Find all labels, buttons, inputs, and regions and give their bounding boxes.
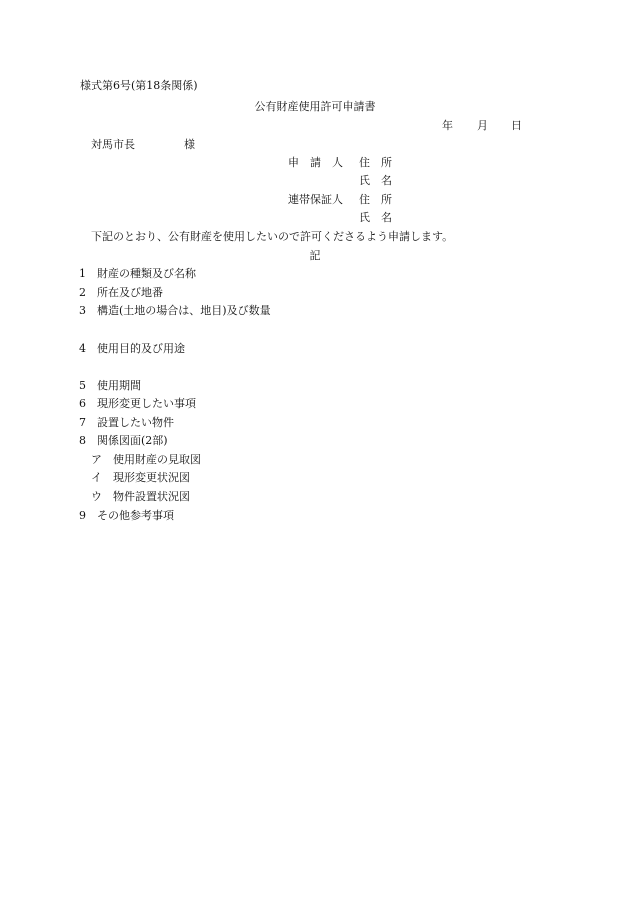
list-item: 3 構造(土地の場合は、地目)及び数量 xyxy=(79,304,271,317)
guarantor-name-label: 氏 名 xyxy=(359,211,392,224)
list-item: 8 関係図面(2部) xyxy=(79,434,168,447)
sub-list-item: ウ 物件設置状況図 xyxy=(91,490,190,503)
addressee-name: 対馬市長 xyxy=(91,138,135,151)
list-item: 6 現形変更したい事項 xyxy=(79,397,196,410)
body-text: 下記のとおり、公有財産を使用したいので許可くださるよう申請します。 xyxy=(91,230,454,243)
list-item: 4 使用目的及び用途 xyxy=(79,342,185,355)
guarantor-role: 連帯保証人 xyxy=(288,193,343,206)
date-year: 年 xyxy=(442,119,453,132)
sub-list-item: ア 使用財産の見取図 xyxy=(91,453,201,466)
applicant-address-label: 住 所 xyxy=(359,156,392,169)
document-title: 公有財産使用許可申請書 xyxy=(254,100,376,113)
list-item: 5 使用期間 xyxy=(79,379,141,392)
list-item: 9 その他参考事項 xyxy=(79,509,174,522)
date-month: 月 xyxy=(477,119,488,132)
ki-heading: 記 xyxy=(309,249,321,262)
applicant-role: 申 請 人 xyxy=(288,156,343,169)
list-item: 1 財産の種類及び名称 xyxy=(79,267,196,280)
list-item: 2 所在及び地番 xyxy=(79,286,163,299)
list-item: 7 設置したい物件 xyxy=(79,416,174,429)
sub-list-item: イ 現形変更状況図 xyxy=(91,471,190,484)
form-number: 様式第6号(第18条関係) xyxy=(80,79,198,92)
applicant-name-label: 氏 名 xyxy=(359,174,392,187)
date-day: 日 xyxy=(511,119,522,132)
guarantor-address-label: 住 所 xyxy=(359,193,392,206)
addressee-honorific: 様 xyxy=(184,138,195,151)
